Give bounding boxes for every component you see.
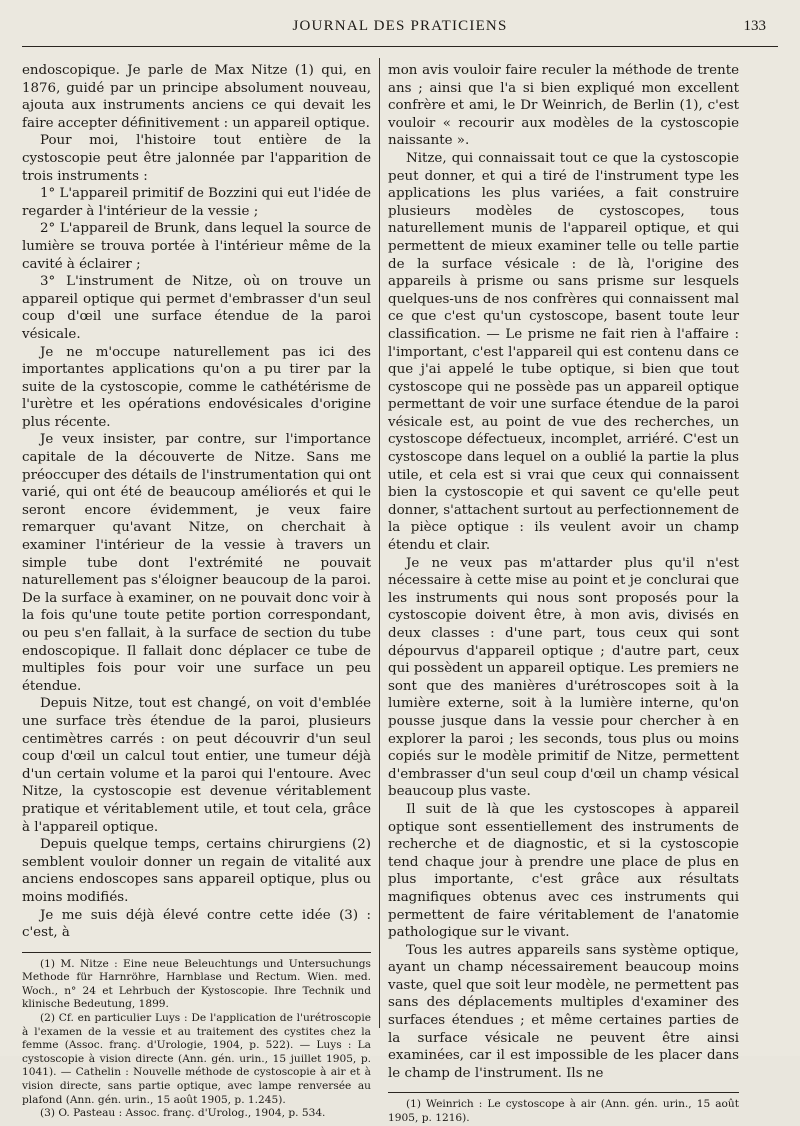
right-column xyxy=(388,62,739,1126)
paragraph: 2° L'appareil de Brunk, dans lequel la source de lumière se trouva portée à l'intérieur même de la cavité à éclairer ; xyxy=(22,221,371,272)
header-rule xyxy=(22,46,778,47)
footnote: (3) O. Pasteau : Assoc. franç. d'Urolog., 1904, p. 534. xyxy=(40,1107,326,1120)
paragraph: endoscopique. Je parle de Max Nitze (1) qui, en 1876, guidé par un principe absolument nouveau, ajouta aux instruments anciens ce qui devait les faire accepter définitivement : un appareil optique. xyxy=(22,63,371,131)
paragraph: Depuis quelque temps, certains chirurgiens (2) semblent vouloir donner un regain de vitalité aux anciens endoscopes sans appareil optique, plus ou moins modifiés. xyxy=(22,837,371,905)
left-column xyxy=(22,62,371,1121)
footnote-rule xyxy=(22,952,371,953)
paragraph: Je ne m'occupe naturellement pas ici des importantes applications qu'on a pu tirer par la suite de la cystoscopie, comme le cathétérisme de l'urètre et les opérations endovésicales d'origine plus récente. xyxy=(22,344,371,430)
paragraph: Tous les autres appareils sans système optique, ayant un champ nécessairement beaucoup moins vaste, quel que soit leur modèle, ne permettent pas sans des déplacements multiples d'examiner des surfaces étendues ; et même certaines parties de la surface vésicale ne peuvent être ainsi examinées, car il est impossible de les placer dans le champ de l'instrument. Ils ne xyxy=(388,942,739,1081)
footnote: (1) M. Nitze : Eine neue Beleuchtungs und Untersuchungs Methode für Harnröhre, Harnblase und Rectum. Wien. med. Woch., n° 24 et Lehrbuch der Kystoscopie. Ihre Technik und klinische Bedeutung, 1899. xyxy=(22,957,371,1011)
paragraph: mon avis vouloir faire reculer la méthode de trente ans ; ainsi que l'a si bien expliqué mon excellent confrère et ami, le Dr Weinrich, de Berlin (1), c'est vouloir « recourir aux modèles de la cystoscopie naissante ». xyxy=(388,63,739,149)
paragraph: Je ne veux pas m'attarder plus qu'il n'est nécessaire à cette mise au point et je conclurai que les instruments qui nous sont proposés pour la cystoscopie doivent être, à mon avis, divisés en deux classes : d'une part, tous ceux qui sont dépourvus d'appareil optique ; d'autre part, ceux qui possèdent un appareil optique. Les premiers ne sont que des manières d'urétroscopes soit à la lumière externe, soit à la lumière interne, qu'on pousse jusque dans la vessie pour chercher à en explorer la paroi ; les seconds, tous plus ou moins copiés sur le modèle primitif de Nitze, permettent d'embrasser d'un seul coup d'œil un champ vésical beaucoup plus vaste. xyxy=(388,555,739,800)
paragraph: Pour moi, l'histoire tout entière de la cystoscopie peut être jalonnée par l'apparition de trois instruments : xyxy=(22,133,371,184)
paragraph: Depuis Nitze, tout est changé, on voit d'emblée une surface très étendue de la paroi, plusieurs centimètres carrés : on peut découvrir d'un seul coup d'œil un calcul tout entier, une tumeur déjà d'un certain volume et la paroi qui l'entoure. Avec Nitze, la cystoscopie est devenue véritablement pratique et véritablement utile, et tout cela, grâce à l'appareil optique. xyxy=(22,696,371,835)
footnote: (2) Cf. en particulier Luys : De l'application de l'urétroscopie à l'examen de la vessie et au traitement des cystites chez la femme (Assoc. franç. d'Urologie, 1904, p. 522). — Luys : La cystoscopie à vision directe (Ann. gén. urin., 15 juillet 1905, p. 1041). — Cathelin : Nouvelle méthode de cystoscopie à air et à vision directe, sans partie optique, avec lampe renversée au plafond (Ann. gén. urin., 15 août 1905, p. 1.245). xyxy=(22,1012,371,1106)
footnote-rule xyxy=(388,1092,739,1093)
journal-title: JOURNAL DES PRATICIENS xyxy=(292,18,508,34)
paragraph: Je me suis déjà élevé contre cette idée (3) : c'est, à xyxy=(22,907,371,941)
paragraph: Il suit de là que les cystoscopes à appareil optique sont essentiellement des instruments de recherche et de diagnostic, et si la cystoscopie tend chaque jour à prendre une place de plus en plus importante, c'est grâce aux résultats magnifiques obtenus avec ces instruments qui permettent de faire véritablement de l'anatomie pathologique sur le vivant. xyxy=(388,801,739,941)
paragraph: Nitze, qui connaissait tout ce que la cystoscopie peut donner, et qui a tiré de l'instrument type les applications les plus variées, a fait construire plusieurs modèles de cystoscopes, tous naturellement munis de l'appareil optique, et qui permettent de mieux examiner telle ou telle partie de la surface vésicale : de là, l'origine des appareils à prisme ou sans prisme sur lesquels quelques-uns de nos confrères qui connaissent mal ce que c'est qu'un cystoscope, basent toute leur classification. — Le prisme ne fait rien à l'affaire : l'important, c'est l'appareil qui est contenu dans ce que j'ai appelé le tube optique, si bien que tout cystoscope qui ne possède pas un appareil optique permettant de voir une surface étendue de la paroi vésicale est, au point de vue des recherches, un cystoscope défectueux, incomplet, arriéré. C'est un cystoscope dans lequel on a oublié la partie la plus utile, et cela est si vrai que ceux qui connaissent bien la cystoscopie et qui savent ce qu'elle peut donner, s'attachent surtout au perfectionnement de la pièce optique : ils veulent avoir un champ étendu et clair. xyxy=(388,150,739,554)
page-number: 133 xyxy=(743,18,766,34)
running-header xyxy=(22,10,778,46)
column-divider xyxy=(379,58,380,1028)
paragraph: 3° L'instrument de Nitze, où on trouve un appareil optique qui permet d'embrasser d'un seul coup d'œil une surface étendue de la paroi vésicale. xyxy=(22,274,371,342)
paragraph: 1° L'appareil primitif de Bozzini qui eut l'idée de regarder à l'intérieur de la vessie ; xyxy=(22,186,371,219)
footnote: (1) Weinrich : Le cystoscope à air (Ann. gén. urin., 15 août 1905, p. 1216). xyxy=(388,1098,739,1125)
paragraph: Je veux insister, par contre, sur l'importance capitale de la découverte de Nitze. Sans me préoccuper des détails de l'instrumentation qui ont varié, qui ont été de beaucoup améliorés et qui le seront encore évidemment, je veux faire remarquer qu'avant Nitze, on cherchait à examiner l'intérieur de la vessie à travers un simple tube dont l'extrémité ne pouvait naturellement pas s'éloigner beaucoup de la paroi. De la surface à examiner, on ne pouvait donc voir à la fois qu'une toute petite portion correspondant, ou peu s'en fallait, à la surface de section du tube endoscopique. Il fallait donc déplacer ce tube de multiples fois pour voir une surface un peu étendue. xyxy=(22,432,371,694)
